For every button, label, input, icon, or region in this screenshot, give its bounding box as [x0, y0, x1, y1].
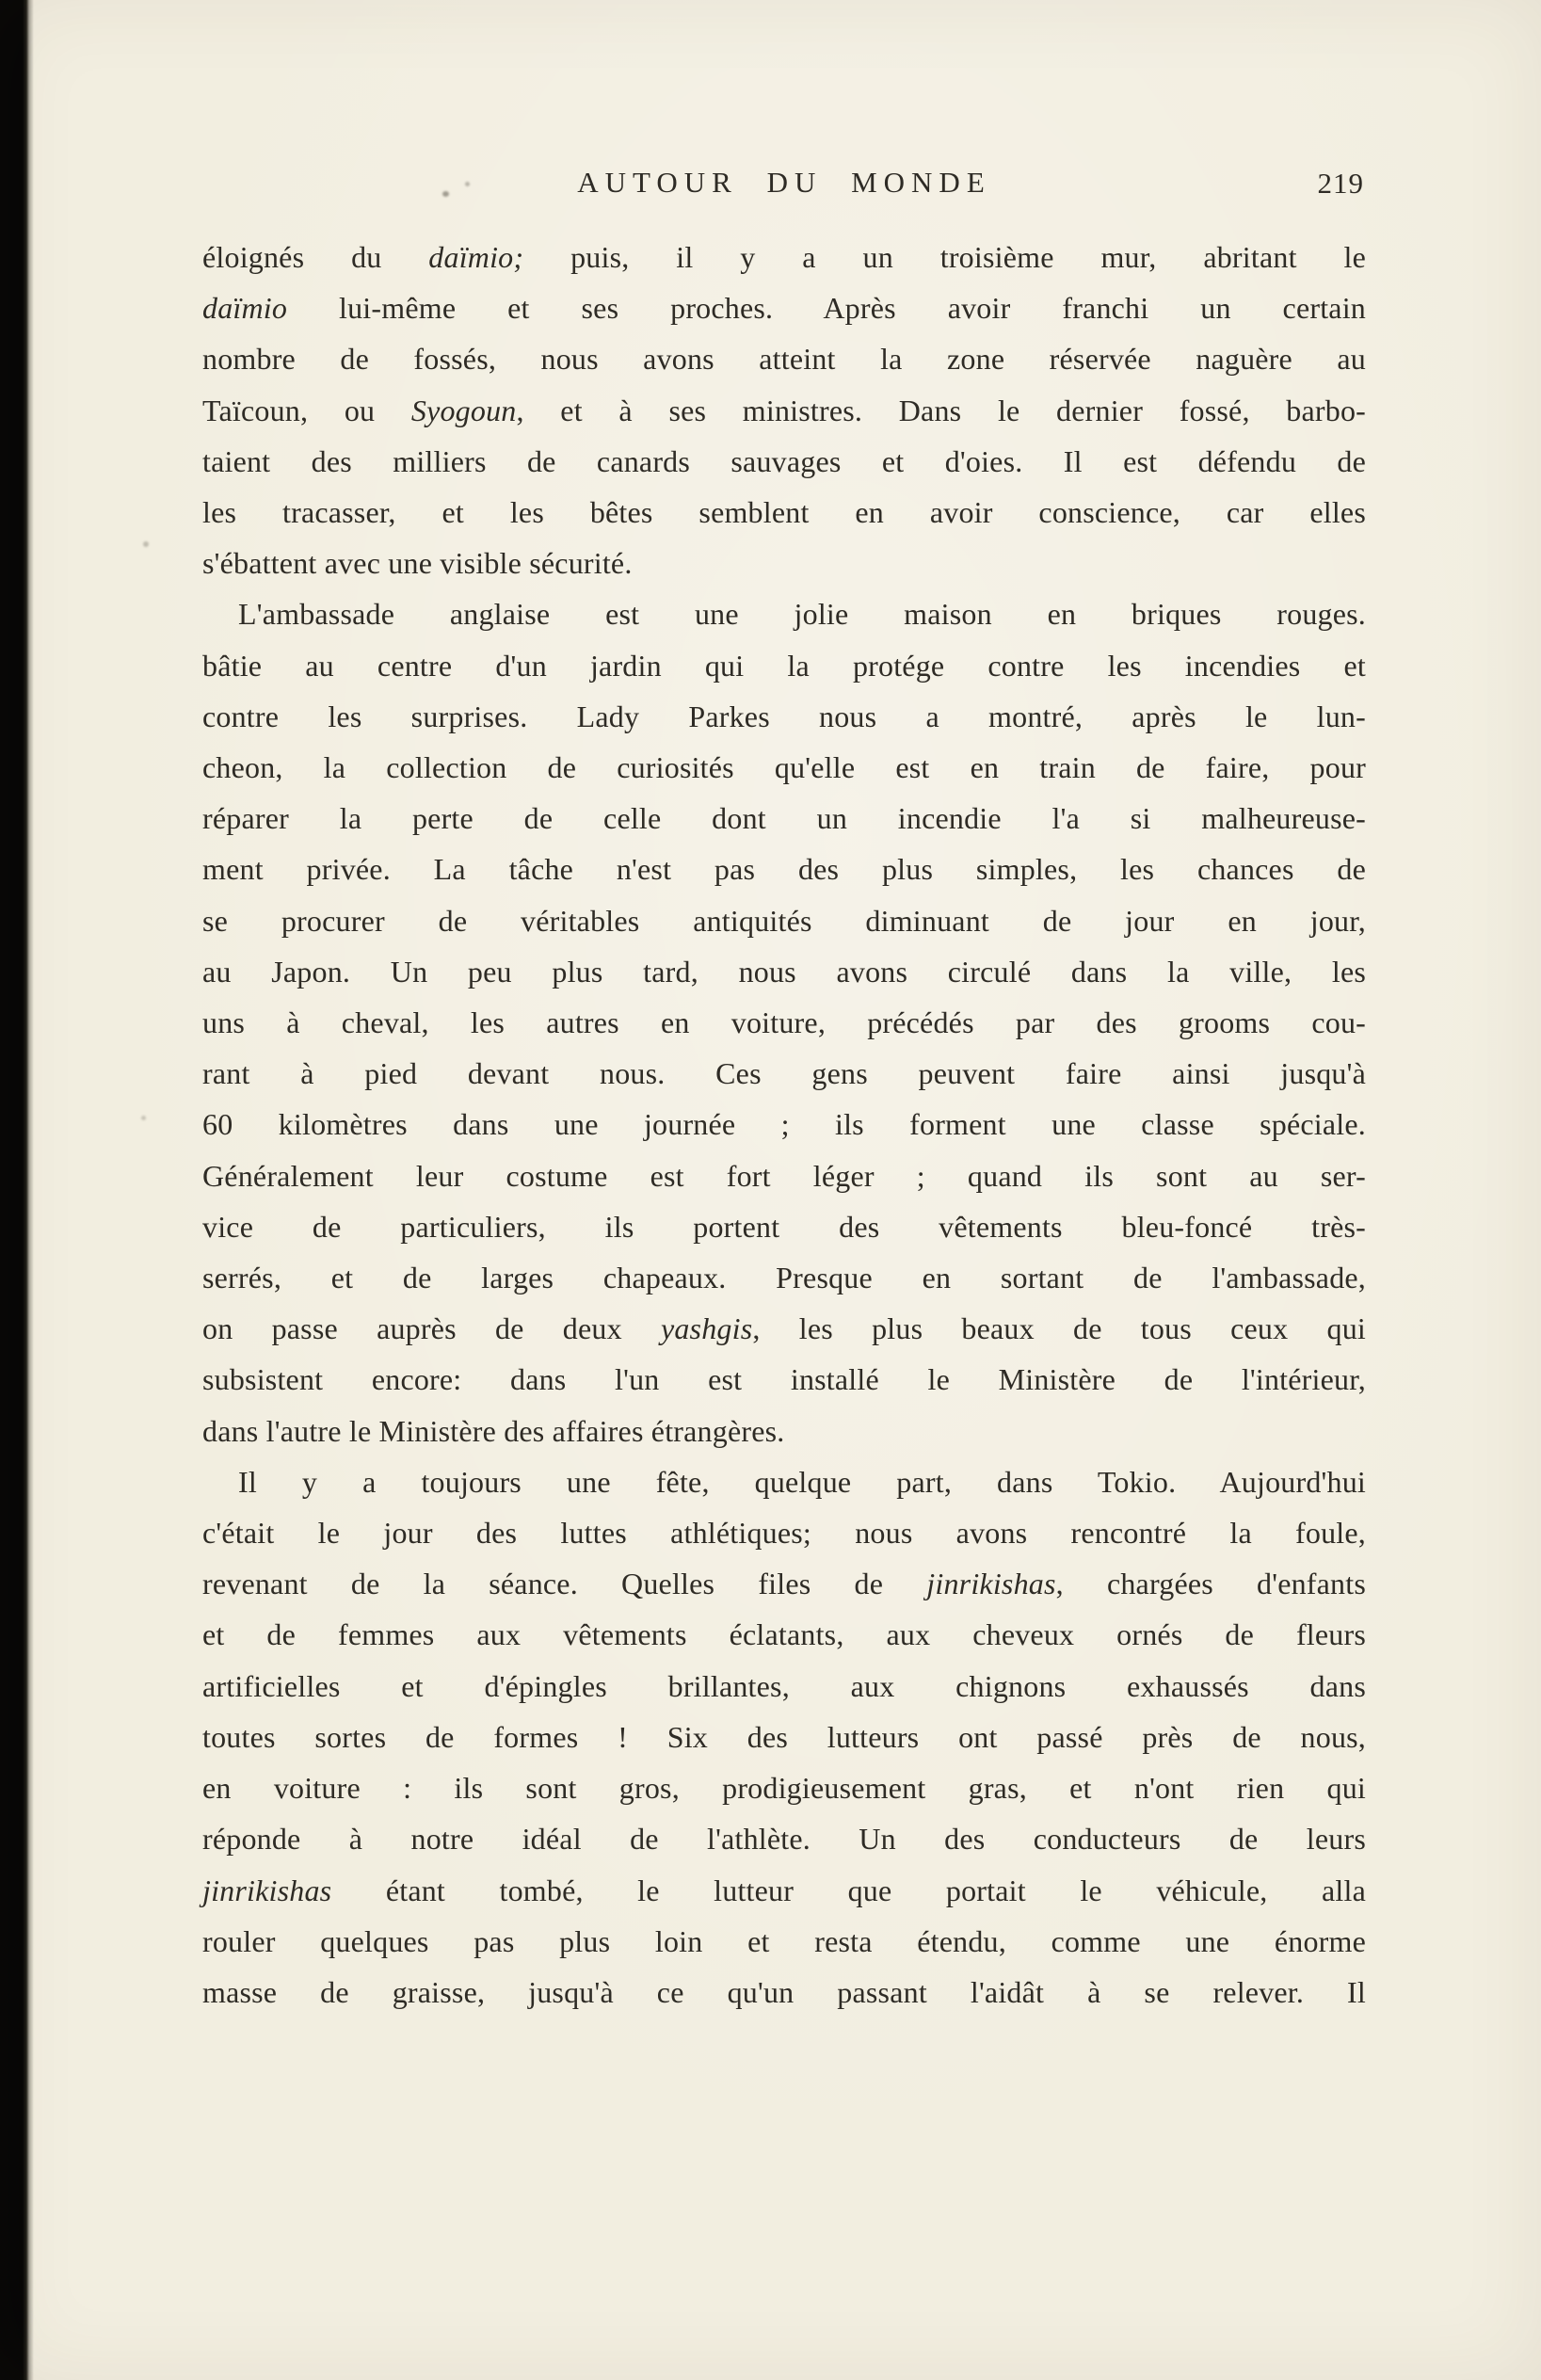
- text-segment: L'ambassade anglaise est une jolie maison en briques rouges.: [238, 597, 1366, 632]
- text-segment: se procurer de véritables antiquités diminuant de jour en jour,: [202, 903, 1366, 938]
- text-segment: étant tombé, le lutteur que portait le véhicule, alla: [331, 1873, 1366, 1907]
- text-segment: rant à pied devant nous. Ces gens peuvent faire ainsi jusqu'à: [202, 1056, 1366, 1091]
- text-line: [202, 997, 1366, 1048]
- text-segment: 60 kilomètres dans une journée ; ils forment une classe spéciale.: [202, 1107, 1366, 1142]
- text-segment: vice de particuliers, ils portent des vêtements bleu-foncé très-: [202, 1209, 1366, 1244]
- text-segment: réponde à notre idéal de l'athlète. Un des conducteurs de leurs: [202, 1822, 1366, 1857]
- italic-text-segment: jinrikishas: [926, 1567, 1056, 1601]
- text-segment: et de femmes aux vêtements éclatants, aux cheveux ornés de fleurs: [202, 1617, 1366, 1652]
- text-segment: réparer la perte de celle dont un incendie l'a si malheureuse-: [202, 801, 1366, 836]
- text-segment: en voiture : ils sont gros, prodigieusement gras, et n'ont rien qui: [202, 1771, 1366, 1806]
- page-text: [202, 232, 1366, 2018]
- text-segment: rouler quelques pas plus loin et resta étendu, comme une énorme: [202, 1923, 1366, 1958]
- text-line: [202, 1762, 1366, 1813]
- text-line: [202, 1099, 1366, 1150]
- text-line: [202, 1609, 1366, 1660]
- text-line: [202, 436, 1366, 487]
- text-segment: , chargées d'enfants: [1055, 1567, 1367, 1601]
- text-line: [202, 742, 1366, 793]
- text-line: [202, 588, 1366, 639]
- text-segment: on passe auprès de deux: [202, 1311, 661, 1346]
- text-line: [202, 385, 1366, 436]
- text-line: [202, 1967, 1366, 2018]
- text-segment: cheon, la collection de curiosités qu'elle est en train de faire, pour: [202, 750, 1366, 785]
- page-number: 219: [1317, 167, 1364, 200]
- text-line: [202, 487, 1366, 538]
- text-line: [202, 538, 1366, 588]
- text-line: [202, 1813, 1366, 1864]
- text-segment: revenant de la séance. Quelles files de: [202, 1567, 927, 1601]
- text-line: [202, 793, 1366, 844]
- text-segment: nombre de fossés, nous avons atteint la zone réservée naguère au: [202, 342, 1366, 377]
- text-segment: , et à ses ministres. Dans le dernier fossé, barbo-: [516, 393, 1367, 427]
- italic-text-segment: jinrikishas: [202, 1873, 332, 1907]
- text-segment: puis, il y a un troisième mur, abritant le: [523, 240, 1366, 274]
- text-segment: uns à cheval, les autres en voiture, précédés par des grooms cou-: [202, 1005, 1366, 1040]
- text-segment: masse de graisse, jusqu'à ce qu'un passant l'aidât à se relever. Il: [202, 1974, 1366, 2009]
- text-segment: Généralement leur costume est fort léger ; quand ils sont au ser-: [202, 1158, 1366, 1193]
- text-line: [202, 895, 1366, 946]
- running-title: AUTOUR DU MONDE: [577, 166, 991, 199]
- scan-speck: [141, 1116, 146, 1120]
- text-line: [202, 640, 1366, 691]
- text-line: [202, 691, 1366, 742]
- text-segment: serrés, et de larges chapeaux. Presque en sortant de l'ambassade,: [202, 1261, 1366, 1295]
- italic-text-segment: Syogoun: [410, 393, 517, 427]
- text-line: [202, 1916, 1366, 1967]
- text-segment: artificielles et d'épingles brillantes, aux chignons exhaussés dans: [202, 1668, 1366, 1703]
- text-line: [202, 1201, 1366, 1252]
- italic-text-segment: daïmio;: [428, 240, 524, 274]
- text-line: [202, 1150, 1366, 1201]
- text-line: [202, 1048, 1366, 1099]
- text-segment: taient des milliers de canards sauvages et d'oies. Il est défendu de: [202, 443, 1366, 478]
- italic-text-segment: daïmio: [202, 291, 288, 326]
- text-segment: lui-même et ses proches. Après avoir franchi un certain: [287, 291, 1366, 326]
- text-line: [202, 844, 1366, 894]
- text-segment: bâtie au centre d'un jardin qui la protége contre les incendies et: [202, 648, 1366, 683]
- text-segment: toutes sortes de formes ! Six des lutteurs ont passé près de nous,: [202, 1719, 1366, 1754]
- text-segment: , les plus beaux de tous ceux qui: [752, 1311, 1366, 1346]
- text-line: [202, 1712, 1366, 1762]
- text-segment: Taïcoun, ou: [202, 393, 411, 427]
- scan-speck: [143, 541, 149, 547]
- text-line: [202, 1406, 1366, 1456]
- text-line: [202, 282, 1366, 333]
- text-segment: ment privée. La tâche n'est pas des plus simples, les chances de: [202, 852, 1366, 887]
- page-header: [202, 166, 1366, 209]
- text-segment: s'ébattent avec une visible sécurité.: [202, 546, 633, 581]
- text-segment: dans l'autre le Ministère des affaires étrangères.: [202, 1413, 785, 1448]
- text-segment: contre les surprises. Lady Parkes nous a montré, après le lun-: [202, 699, 1366, 733]
- text-line: [202, 1558, 1366, 1609]
- text-line: [202, 1303, 1366, 1354]
- scan-edge-artifact: [0, 0, 34, 2380]
- text-line: [202, 1456, 1366, 1507]
- text-segment: c'était le jour des luttes athlétiques; nous avons rencontré la foule,: [202, 1516, 1366, 1551]
- italic-text-segment: yashgis: [660, 1311, 753, 1346]
- text-line: [202, 946, 1366, 997]
- text-line: [202, 1661, 1366, 1712]
- text-segment: éloignés du: [202, 240, 429, 274]
- text-segment: au Japon. Un peu plus tard, nous avons circulé dans la ville, les: [202, 954, 1366, 989]
- text-segment: subsistent encore: dans l'un est installé le Ministère de l'intérieur,: [202, 1362, 1366, 1397]
- text-line: [202, 1252, 1366, 1303]
- text-line: [202, 333, 1366, 384]
- text-line: [202, 1865, 1366, 1916]
- text-line: [202, 1507, 1366, 1558]
- text-segment: Il y a toujours une fête, quelque part, dans Tokio. Aujourd'hui: [238, 1464, 1366, 1499]
- text-line: [202, 1354, 1366, 1405]
- text-segment: les tracasser, et les bêtes semblent en avoir conscience, car elles: [202, 495, 1366, 530]
- text-line: [202, 232, 1366, 282]
